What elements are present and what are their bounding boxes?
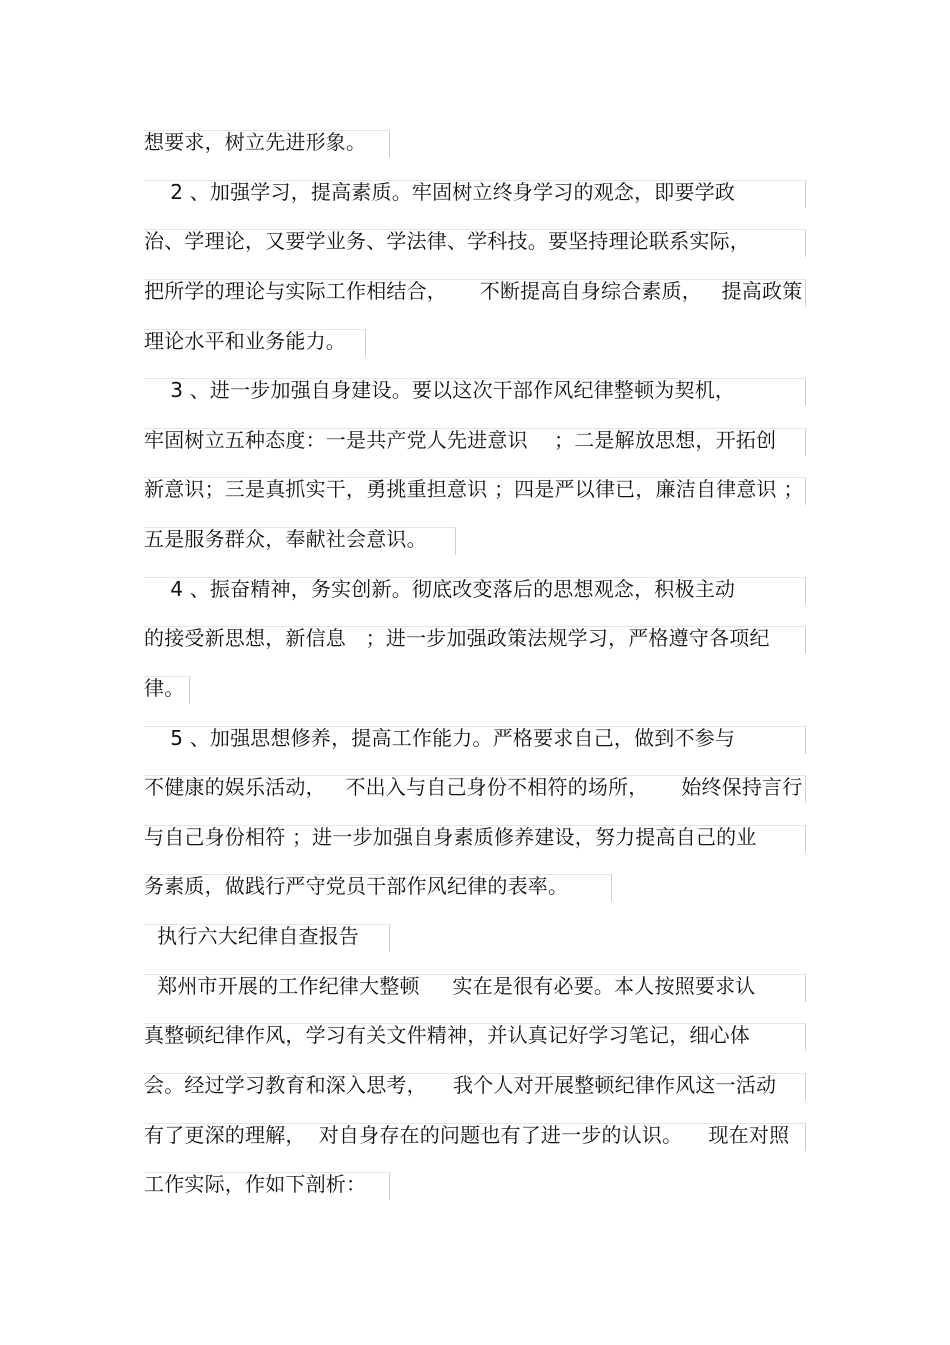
section-heading: 执行六大纪律自查报告 xyxy=(144,924,360,948)
text-line: 4 、振奋精神，务实创新。彻底改变落后的思想观念，积极主动 xyxy=(144,577,736,601)
text-line: 五是服务群众，奉献社会意识。 xyxy=(144,527,427,551)
text-line: 牢固树立五种态度：一是共产党人先进意识 ；二是解放思想，开拓创 xyxy=(144,428,777,452)
text-line: 真整顿纪律作风，学习有关文件精神，并认真记好学习笔记，细心体 xyxy=(144,1023,750,1047)
text-line: 把所学的理论与实际工作相结合， 不断提高自身综合素质， 提高政策 xyxy=(144,279,803,303)
text-line: 5 、加强思想修养，提高工作能力。严格要求自己，做到不参与 xyxy=(144,726,736,750)
text-line: 律。 xyxy=(144,676,185,700)
text-line: 会。经过学习教育和深入思考， 我个人对开展整顿纪律作风这一活动 xyxy=(144,1073,777,1097)
text-line: 务素质，做践行严守党员干部作风纪律的表率。 xyxy=(144,874,569,898)
text-line: 与自己身份相符 ；进一步加强自身素质修养建设，努力提高自己的业 xyxy=(144,825,757,849)
text-line: 新意识；三是真抓实干，勇挑重担意识 ；四是严以律已，廉洁自律意识 ； xyxy=(144,477,804,501)
text-line: 不健康的娱乐活动， 不出入与自己身份不相符的场所， 始终保持言行 xyxy=(144,775,803,799)
text-line: 郑州市开展的工作纪律大整顿 实在是很有必要。本人按照要求认 xyxy=(144,974,756,998)
text-line: 想要求，树立先进形象。 xyxy=(144,130,367,154)
text-line: 治、学理论，又要学业务、学法律、学科技。要坚持理论联系实际， xyxy=(144,229,750,253)
text-line: 工作实际，作如下剖析： xyxy=(144,1172,367,1196)
text-line: 有了更深的理解， 对自身存在的问题也有了进一步的认识。 现在对照 xyxy=(144,1123,790,1147)
text-line: 2 、加强学习，提高素质。牢固树立终身学习的观念，即要学政 xyxy=(144,180,736,204)
text-line: 的接受新思想，新信息 ；进一步加强政策法规学习，严格遵守各项纪 xyxy=(144,626,770,650)
text-line: 理论水平和业务能力。 xyxy=(144,329,346,353)
text-line: 3 、进一步加强自身建设。要以这次干部作风纪律整顿为契机， xyxy=(144,378,736,402)
